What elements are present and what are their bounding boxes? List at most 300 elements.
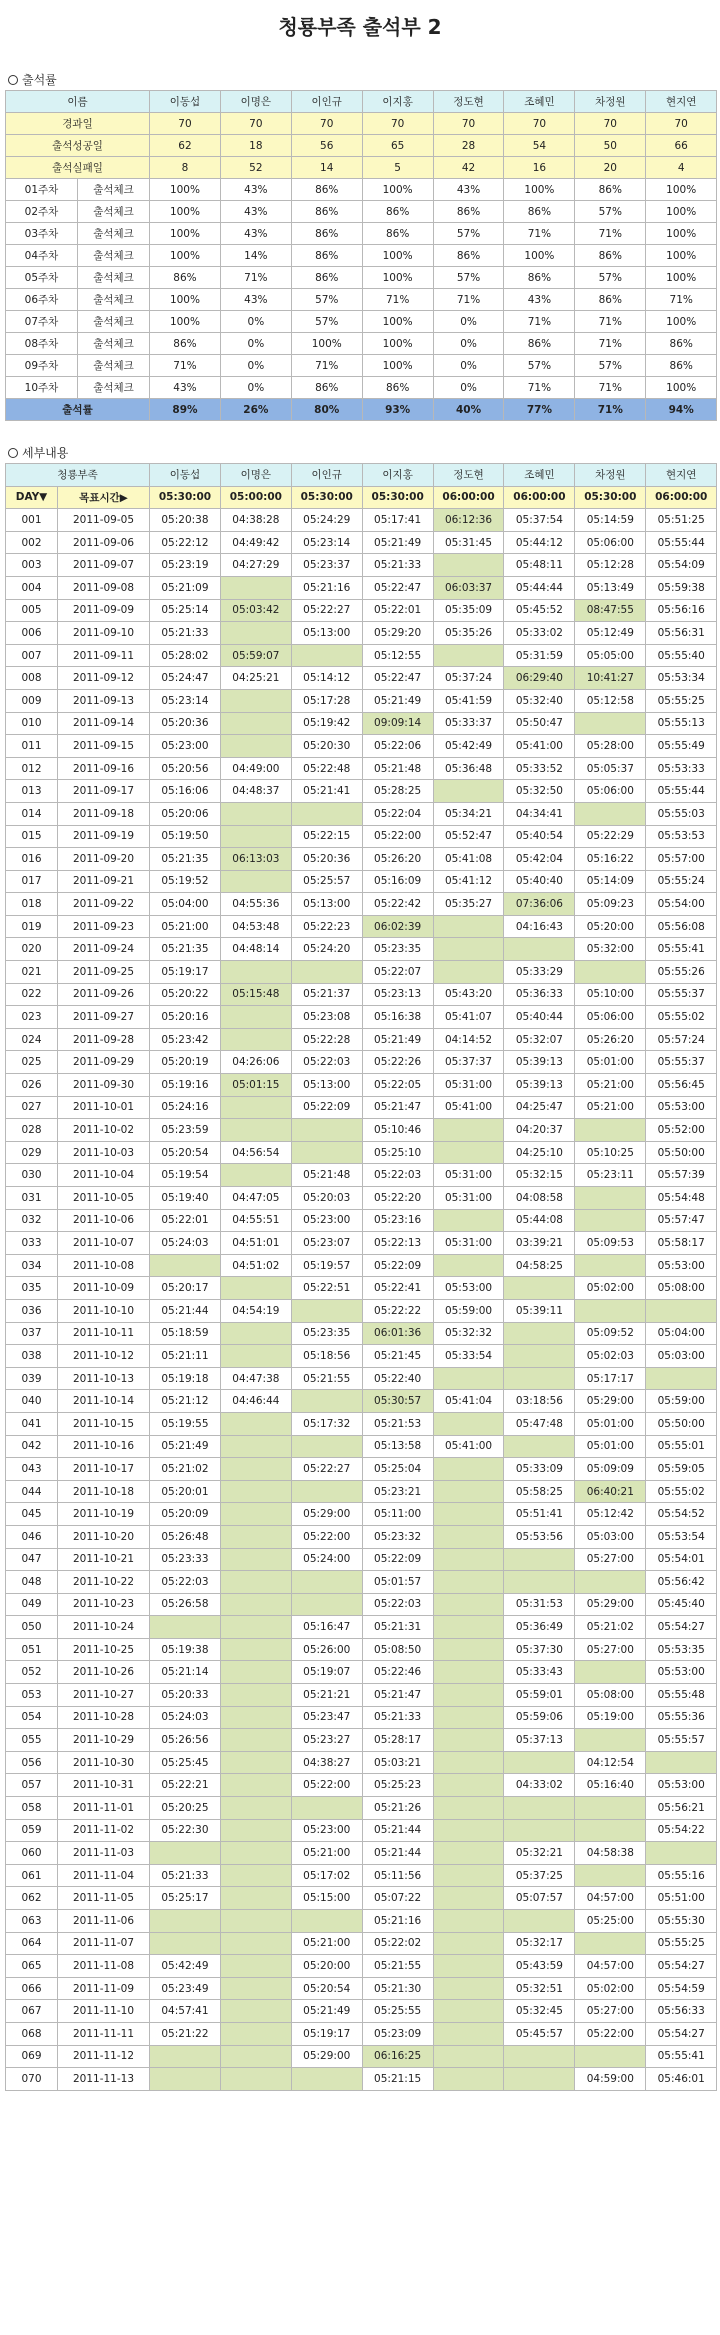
check-time: 06:29:40	[504, 667, 575, 690]
check-time: 05:21:00	[575, 1096, 646, 1119]
week-row	[6, 245, 717, 267]
check-time: 05:22:03	[150, 1571, 221, 1594]
check-time: 05:22:07	[362, 961, 433, 984]
check-time: 05:29:00	[291, 2045, 362, 2068]
check-time: 05:20:25	[150, 1797, 221, 1820]
check-time: 05:41:00	[433, 1435, 504, 1458]
check-time: 05:21:15	[362, 2068, 433, 2091]
check-time: 05:11:56	[362, 1864, 433, 1887]
date-cell: 2011-10-09	[58, 1277, 150, 1300]
check-time	[575, 802, 646, 825]
summary-stat-row	[6, 113, 717, 135]
check-time: 05:21:37	[291, 983, 362, 1006]
week-label: 08주차	[6, 333, 78, 355]
day-number: 052	[6, 1661, 58, 1684]
check-time: 05:10:46	[362, 1119, 433, 1142]
check-time: 05:01:00	[575, 1435, 646, 1458]
check-time: 07:36:06	[504, 893, 575, 916]
target-time: 05:30:00	[150, 486, 221, 509]
check-time	[433, 1141, 504, 1164]
week-row	[6, 223, 717, 245]
day-row	[6, 554, 717, 577]
check-time: 04:53:48	[220, 915, 291, 938]
check-time: 05:16:40	[575, 1774, 646, 1797]
check-time: 05:21:49	[362, 531, 433, 554]
week-rate: 100%	[646, 267, 717, 289]
check-time: 05:59:07	[220, 644, 291, 667]
check-time	[433, 1751, 504, 1774]
day-row	[6, 1435, 717, 1458]
check-time: 04:48:37	[220, 780, 291, 803]
check-time: 05:06:00	[575, 531, 646, 554]
check-time: 05:03:21	[362, 1751, 433, 1774]
check-time	[220, 1910, 291, 1933]
day-number: 009	[6, 689, 58, 712]
check-time: 04:14:52	[433, 1028, 504, 1051]
member-header: 이명은	[220, 464, 291, 487]
check-time: 05:09:52	[575, 1322, 646, 1345]
check-time: 05:21:49	[362, 689, 433, 712]
circle-bullet-icon	[8, 448, 18, 458]
day-number: 047	[6, 1548, 58, 1571]
check-time	[150, 2068, 221, 2091]
check-time	[433, 1480, 504, 1503]
check-time: 05:23:59	[150, 1119, 221, 1142]
check-time: 05:55:41	[646, 938, 717, 961]
check-time: 05:25:17	[150, 1887, 221, 1910]
week-check-label: 출석체크	[78, 333, 150, 355]
day-row	[6, 802, 717, 825]
check-time: 05:41:00	[433, 1096, 504, 1119]
check-time: 05:55:57	[646, 1729, 717, 1752]
check-time: 05:32:17	[504, 1932, 575, 1955]
check-time: 05:55:16	[646, 1864, 717, 1887]
week-rate: 100%	[362, 355, 433, 377]
week-rate: 86%	[504, 267, 575, 289]
check-time: 04:25:21	[220, 667, 291, 690]
day-number: 035	[6, 1277, 58, 1300]
check-time: 05:22:48	[291, 757, 362, 780]
day-row	[6, 644, 717, 667]
check-time: 05:55:44	[646, 780, 717, 803]
day-row	[6, 1887, 717, 1910]
check-time	[220, 1977, 291, 2000]
check-time: 05:19:16	[150, 1074, 221, 1097]
check-time: 05:22:01	[150, 1209, 221, 1232]
check-time	[433, 1503, 504, 1526]
check-time	[575, 961, 646, 984]
day-number: 069	[6, 2045, 58, 2068]
check-time: 05:29:20	[362, 622, 433, 645]
check-time: 05:32:00	[575, 938, 646, 961]
date-cell: 2011-10-31	[58, 1774, 150, 1797]
check-time: 05:39:11	[504, 1299, 575, 1322]
check-time: 05:40:54	[504, 825, 575, 848]
date-cell: 2011-10-16	[58, 1435, 150, 1458]
stat-value: 70	[150, 113, 221, 135]
check-time: 05:21:00	[291, 1932, 362, 1955]
check-time: 05:25:00	[575, 1910, 646, 1933]
target-time-label: 목표시간▶	[58, 486, 150, 509]
check-time: 05:28:00	[575, 735, 646, 758]
check-time: 05:23:16	[362, 1209, 433, 1232]
member-header: 차정원	[575, 464, 646, 487]
check-time	[220, 1842, 291, 1865]
date-cell: 2011-10-07	[58, 1232, 150, 1255]
check-time: 05:59:00	[646, 1390, 717, 1413]
day-row	[6, 2000, 717, 2023]
day-number: 050	[6, 1616, 58, 1639]
day-number: 066	[6, 1977, 58, 2000]
check-time: 05:48:11	[504, 554, 575, 577]
check-time: 05:27:00	[575, 2000, 646, 2023]
check-time: 05:32:40	[504, 689, 575, 712]
week-rate: 0%	[220, 333, 291, 355]
check-time: 05:27:00	[575, 1638, 646, 1661]
check-time: 05:12:28	[575, 554, 646, 577]
day-row	[6, 1299, 717, 1322]
check-time: 05:57:00	[646, 848, 717, 871]
date-cell: 2011-09-19	[58, 825, 150, 848]
check-time: 04:55:51	[220, 1209, 291, 1232]
check-time: 05:19:40	[150, 1187, 221, 1210]
check-time: 05:24:00	[291, 1548, 362, 1571]
check-time	[646, 1751, 717, 1774]
check-time: 05:59:38	[646, 576, 717, 599]
summary-section-label: 출석률	[22, 73, 57, 87]
detail-section-label: 세부내용	[22, 446, 69, 460]
check-time: 05:55:02	[646, 1006, 717, 1029]
check-time	[220, 689, 291, 712]
date-cell: 2011-10-11	[58, 1322, 150, 1345]
check-time: 05:55:24	[646, 870, 717, 893]
check-time: 05:53:33	[646, 757, 717, 780]
check-time	[575, 1819, 646, 1842]
date-cell: 2011-09-16	[58, 757, 150, 780]
date-cell: 2011-10-08	[58, 1254, 150, 1277]
check-time: 05:21:47	[362, 1096, 433, 1119]
check-time	[150, 2045, 221, 2068]
check-time: 05:20:54	[291, 1977, 362, 2000]
day-row	[6, 893, 717, 916]
check-time	[150, 1254, 221, 1277]
check-time: 05:16:38	[362, 1006, 433, 1029]
day-row	[6, 1729, 717, 1752]
date-cell: 2011-10-13	[58, 1367, 150, 1390]
check-time: 04:33:02	[504, 1774, 575, 1797]
check-time: 05:20:00	[575, 915, 646, 938]
day-number: 036	[6, 1299, 58, 1322]
check-time: 05:53:00	[646, 1774, 717, 1797]
date-cell: 2011-10-10	[58, 1299, 150, 1322]
week-rate: 71%	[504, 223, 575, 245]
check-time: 05:22:27	[291, 599, 362, 622]
check-time	[220, 1322, 291, 1345]
detail-header-row	[6, 464, 717, 487]
check-time: 05:54:01	[646, 1548, 717, 1571]
check-time: 05:03:42	[220, 599, 291, 622]
week-rate: 86%	[291, 223, 362, 245]
check-time: 05:25:55	[362, 2000, 433, 2023]
check-time: 05:21:22	[150, 2022, 221, 2045]
check-time: 05:17:32	[291, 1412, 362, 1435]
week-row	[6, 179, 717, 201]
check-time	[504, 1797, 575, 1820]
check-time: 05:17:17	[575, 1367, 646, 1390]
week-row	[6, 355, 717, 377]
member-header: 조혜민	[504, 91, 575, 113]
target-time: 06:00:00	[433, 486, 504, 509]
check-time: 05:23:35	[362, 938, 433, 961]
check-time: 05:21:33	[362, 554, 433, 577]
check-time: 05:23:33	[150, 1548, 221, 1571]
check-time: 04:56:54	[220, 1141, 291, 1164]
day-number: 054	[6, 1706, 58, 1729]
check-time: 05:55:40	[646, 644, 717, 667]
check-time	[504, 1277, 575, 1300]
check-time: 05:21:16	[362, 1910, 433, 1933]
check-time	[220, 1571, 291, 1594]
day-row	[6, 1051, 717, 1074]
check-time: 04:51:02	[220, 1254, 291, 1277]
check-time	[291, 644, 362, 667]
check-time: 05:56:42	[646, 1571, 717, 1594]
check-time	[433, 1661, 504, 1684]
check-time: 04:57:00	[575, 1887, 646, 1910]
week-rate: 86%	[504, 333, 575, 355]
check-time: 06:01:36	[362, 1322, 433, 1345]
target-time: 05:30:00	[575, 486, 646, 509]
check-time	[575, 1932, 646, 1955]
check-time	[575, 1729, 646, 1752]
date-cell: 2011-09-22	[58, 893, 150, 916]
date-cell: 2011-10-14	[58, 1390, 150, 1413]
check-time: 05:21:33	[150, 622, 221, 645]
check-time: 05:32:45	[504, 2000, 575, 2023]
circle-bullet-icon	[8, 75, 18, 85]
week-rate: 86%	[646, 333, 717, 355]
day-number: 043	[6, 1458, 58, 1481]
week-rate: 71%	[433, 289, 504, 311]
week-rate: 71%	[220, 267, 291, 289]
check-time: 05:22:02	[362, 1932, 433, 1955]
day-row	[6, 1187, 717, 1210]
check-time	[220, 1638, 291, 1661]
check-time: 05:21:35	[150, 938, 221, 961]
check-time: 05:55:36	[646, 1706, 717, 1729]
check-time: 05:20:33	[150, 1684, 221, 1707]
check-time	[575, 2045, 646, 2068]
week-rate: 100%	[150, 179, 221, 201]
date-cell: 2011-10-28	[58, 1706, 150, 1729]
week-rate: 57%	[433, 267, 504, 289]
check-time: 05:23:09	[362, 2022, 433, 2045]
check-time: 05:22:04	[362, 802, 433, 825]
check-time	[150, 1616, 221, 1639]
week-rate: 86%	[575, 179, 646, 201]
check-time	[220, 2045, 291, 2068]
check-time: 05:22:41	[362, 1277, 433, 1300]
check-time: 05:42:49	[433, 735, 504, 758]
rate-value: 89%	[150, 399, 221, 421]
day-number: 021	[6, 961, 58, 984]
check-time	[220, 1661, 291, 1684]
stat-value: 70	[646, 113, 717, 135]
day-number: 068	[6, 2022, 58, 2045]
day-number: 049	[6, 1593, 58, 1616]
day-number: 061	[6, 1864, 58, 1887]
day-number: 014	[6, 802, 58, 825]
stat-value: 54	[504, 135, 575, 157]
day-row	[6, 1322, 717, 1345]
check-time: 05:40:40	[504, 870, 575, 893]
check-time	[433, 1458, 504, 1481]
summary-table	[5, 90, 717, 421]
check-time	[220, 1345, 291, 1368]
day-row	[6, 1503, 717, 1526]
check-time: 05:51:00	[646, 1887, 717, 1910]
check-time	[646, 1842, 717, 1865]
day-number: 008	[6, 667, 58, 690]
check-time	[433, 1864, 504, 1887]
check-time	[433, 1571, 504, 1594]
check-time: 05:53:00	[646, 1096, 717, 1119]
check-time: 05:30:57	[362, 1390, 433, 1413]
week-rate: 71%	[575, 333, 646, 355]
check-time: 05:23:00	[291, 1819, 362, 1842]
day-row	[6, 961, 717, 984]
check-time	[433, 1254, 504, 1277]
check-time: 05:21:30	[362, 1977, 433, 2000]
check-time: 05:22:09	[362, 1548, 433, 1571]
day-number: 015	[6, 825, 58, 848]
day-row	[6, 1910, 717, 1933]
check-time: 05:59:06	[504, 1706, 575, 1729]
check-time: 05:19:52	[150, 870, 221, 893]
check-time: 05:22:21	[150, 1774, 221, 1797]
check-time: 05:17:28	[291, 689, 362, 712]
date-cell: 2011-10-21	[58, 1548, 150, 1571]
check-time	[220, 622, 291, 645]
stat-value: 50	[575, 135, 646, 157]
week-rate: 71%	[362, 289, 433, 311]
date-cell: 2011-10-20	[58, 1525, 150, 1548]
week-label: 02주차	[6, 201, 78, 223]
check-time: 05:21:02	[575, 1616, 646, 1639]
check-time: 05:23:11	[575, 1164, 646, 1187]
day-number: 059	[6, 1819, 58, 1842]
check-time: 05:25:10	[362, 1141, 433, 1164]
day-row	[6, 1684, 717, 1707]
check-time: 05:21:55	[291, 1367, 362, 1390]
check-time: 05:24:16	[150, 1096, 221, 1119]
check-time: 05:23:49	[150, 1977, 221, 2000]
check-time	[433, 1367, 504, 1390]
day-row	[6, 1932, 717, 1955]
week-rate: 86%	[646, 355, 717, 377]
day-number: 040	[6, 1390, 58, 1413]
check-time: 05:13:00	[291, 893, 362, 916]
check-time: 05:31:00	[433, 1164, 504, 1187]
date-cell: 2011-09-17	[58, 780, 150, 803]
day-number: 065	[6, 1955, 58, 1978]
check-time	[291, 1435, 362, 1458]
week-rate: 100%	[362, 267, 433, 289]
check-time	[504, 2068, 575, 2091]
check-time: 05:22:46	[362, 1661, 433, 1684]
check-time: 05:54:52	[646, 1503, 717, 1526]
member-header: 차정원	[575, 91, 646, 113]
week-rate: 71%	[575, 223, 646, 245]
day-row	[6, 735, 717, 758]
date-cell: 2011-10-12	[58, 1345, 150, 1368]
check-time: 05:10:00	[575, 983, 646, 1006]
check-time	[220, 961, 291, 984]
day-row	[6, 1797, 717, 1820]
check-time: 05:20:36	[150, 712, 221, 735]
week-rate: 86%	[362, 223, 433, 245]
rate-value: 80%	[291, 399, 362, 421]
day-number: 017	[6, 870, 58, 893]
check-time: 05:15:00	[291, 1887, 362, 1910]
check-time: 05:21:11	[150, 1345, 221, 1368]
check-time	[220, 1277, 291, 1300]
check-time: 05:43:20	[433, 983, 504, 1006]
check-time: 05:56:21	[646, 1797, 717, 1820]
check-time: 05:52:00	[646, 1119, 717, 1142]
day-number: 034	[6, 1254, 58, 1277]
check-time: 05:16:47	[291, 1616, 362, 1639]
stat-value: 5	[362, 157, 433, 179]
check-time: 05:22:00	[575, 2022, 646, 2045]
check-time: 05:45:57	[504, 2022, 575, 2045]
check-time: 05:41:08	[433, 848, 504, 871]
check-time	[291, 1480, 362, 1503]
check-time	[220, 1932, 291, 1955]
check-time	[220, 1864, 291, 1887]
check-time: 05:05:00	[575, 644, 646, 667]
check-time: 05:45:40	[646, 1593, 717, 1616]
day-row	[6, 667, 717, 690]
check-time	[291, 1299, 362, 1322]
week-rate: 100%	[646, 179, 717, 201]
day-row	[6, 915, 717, 938]
check-time: 05:22:26	[362, 1051, 433, 1074]
check-time: 05:19:38	[150, 1638, 221, 1661]
week-rate: 86%	[362, 201, 433, 223]
week-check-label: 출석체크	[78, 223, 150, 245]
day-row	[6, 1571, 717, 1594]
date-cell: 2011-09-15	[58, 735, 150, 758]
check-time: 05:15:48	[220, 983, 291, 1006]
week-rate: 71%	[150, 355, 221, 377]
week-rate: 71%	[504, 377, 575, 399]
week-rate: 86%	[291, 377, 362, 399]
day-row	[6, 757, 717, 780]
check-time	[433, 961, 504, 984]
check-time: 05:21:45	[362, 1345, 433, 1368]
check-time: 05:21:48	[362, 757, 433, 780]
check-time	[504, 1819, 575, 1842]
check-time	[575, 1661, 646, 1684]
check-time: 05:36:48	[433, 757, 504, 780]
day-number: 042	[6, 1435, 58, 1458]
date-cell: 2011-11-12	[58, 2045, 150, 2068]
day-number: 064	[6, 1932, 58, 1955]
check-time: 05:28:17	[362, 1729, 433, 1752]
day-number: 060	[6, 1842, 58, 1865]
check-time: 06:16:25	[362, 2045, 433, 2068]
